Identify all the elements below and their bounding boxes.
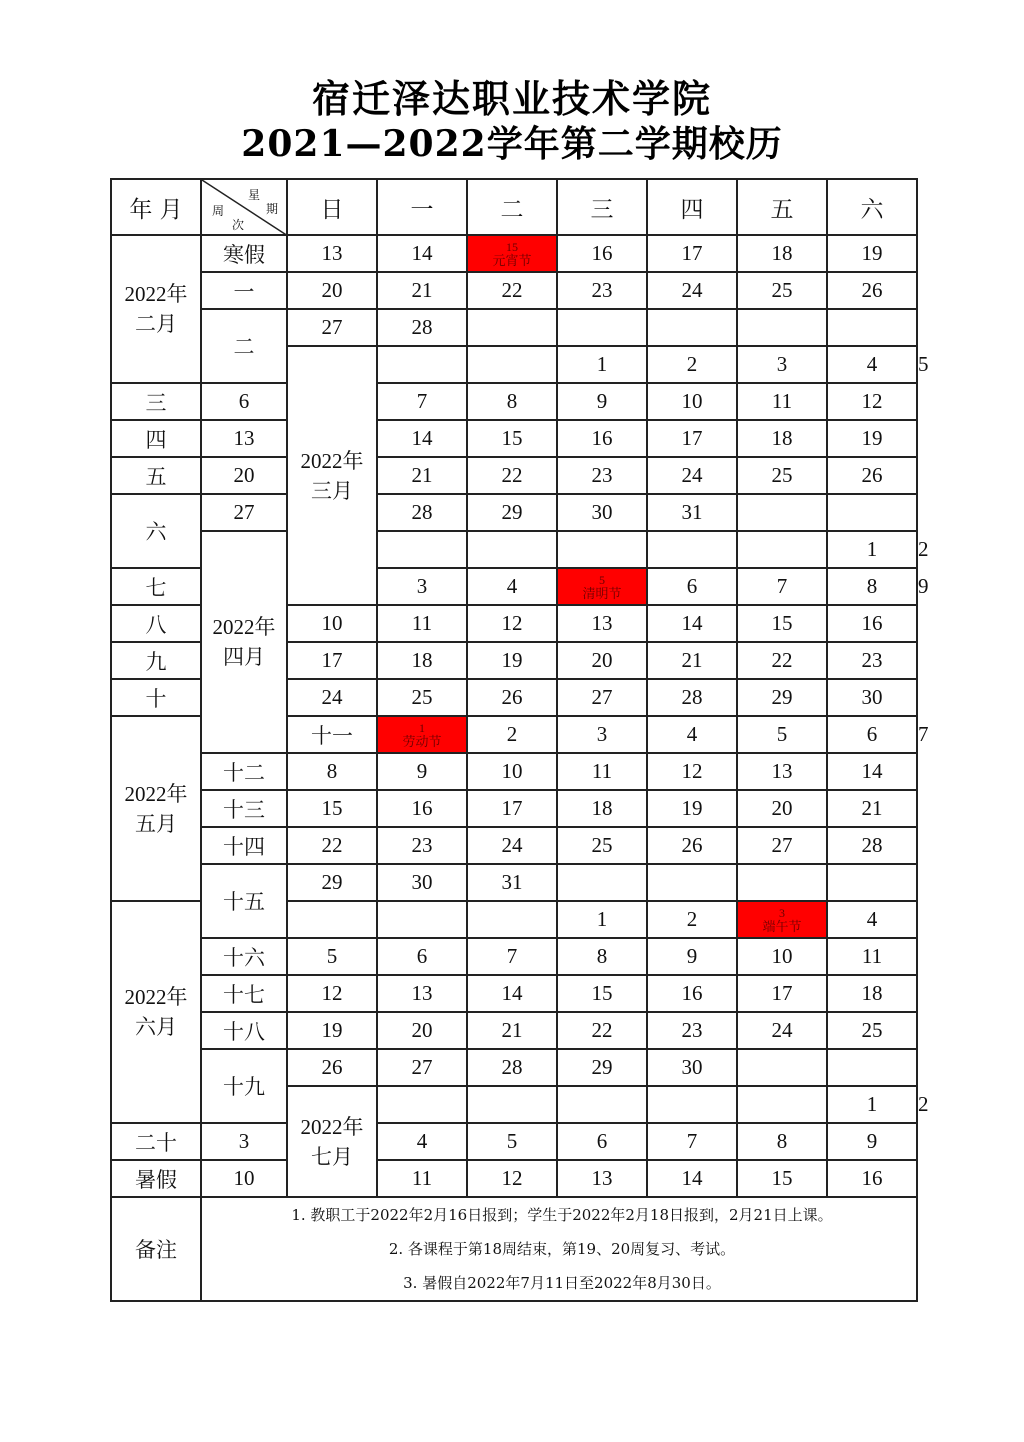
notes-content	[201, 1197, 917, 1301]
date-cell: 6	[201, 383, 287, 420]
week-row	[111, 272, 917, 309]
holiday-name: 清明节	[582, 585, 622, 601]
date-cell	[557, 1086, 647, 1123]
month-label-part: 四月	[223, 645, 265, 669]
date-cell: 8	[827, 568, 917, 605]
date-cell: 20	[287, 272, 377, 309]
date-cell: 22	[737, 642, 827, 679]
week-label-w4: 四	[111, 420, 201, 457]
notes-label: 备注	[111, 1197, 201, 1301]
holiday-cell-qingming	[557, 568, 647, 605]
week-label-w18: 十八	[201, 1012, 287, 1049]
week-row: 2022年 五月 十一 1 劳动节 2 3 4 5 6 7	[111, 716, 917, 753]
date-cell: 11	[737, 383, 827, 420]
date-cell	[557, 531, 647, 568]
notes-row	[111, 1197, 917, 1301]
date-cell: 29	[287, 864, 377, 901]
date-cell: 23	[827, 642, 917, 679]
date-cell: 6	[377, 938, 467, 975]
date-cell: 10	[647, 383, 737, 420]
date-cell: 14	[647, 1160, 737, 1197]
date-cell: 24	[287, 679, 377, 716]
week-label-shujia: 暑假	[111, 1160, 201, 1197]
date-cell: 14	[377, 420, 467, 457]
date-cell: 30	[377, 864, 467, 901]
day-header-mon: 一	[377, 179, 467, 235]
week-label-w14: 十四	[201, 827, 287, 864]
week-row	[111, 457, 917, 494]
week-row	[111, 494, 917, 531]
date-cell: 16	[827, 605, 917, 642]
day-header-tue: 二	[467, 179, 557, 235]
corner-star-label: 星	[247, 188, 260, 202]
week-label-hanjia: 寒假	[201, 235, 287, 272]
date-cell: 4	[377, 1123, 467, 1160]
date-cell: 22	[287, 827, 377, 864]
week-label-w20: 二十	[111, 1123, 201, 1160]
date-cell	[377, 531, 467, 568]
holiday-date: 5	[599, 572, 605, 587]
week-row	[111, 383, 917, 420]
date-cell: 5	[287, 938, 377, 975]
day-header-fri: 五	[737, 179, 827, 235]
date-cell: 15	[557, 975, 647, 1012]
date-cell: 13	[557, 1160, 647, 1197]
date-cell: 14	[647, 605, 737, 642]
month-label-part: 2022年	[300, 1114, 364, 1139]
date-cell: 30	[557, 494, 647, 531]
date-cell: 29	[737, 679, 827, 716]
corner-period-label: 期	[265, 202, 278, 216]
date-cell: 20	[557, 642, 647, 679]
week-row	[111, 1123, 917, 1160]
date-cell	[377, 346, 467, 383]
week-row	[111, 827, 917, 864]
week-row	[111, 864, 917, 901]
date-cell: 1	[557, 346, 647, 383]
holiday-cell-laodong	[377, 716, 467, 753]
date-cell: 28	[827, 827, 917, 864]
week-row	[111, 790, 917, 827]
date-cell: 12	[467, 605, 557, 642]
note-item: 1. 教职工于2022年2月16日报到；学生于2022年2月18日报到，2月21日上课。	[291, 1206, 833, 1224]
date-cell: 9	[827, 1123, 917, 1160]
date-cell: 26	[287, 1049, 377, 1086]
date-cell: 1	[827, 531, 917, 568]
date-cell: 21	[377, 457, 467, 494]
date-cell: 10	[201, 1160, 287, 1197]
date-cell: 22	[467, 457, 557, 494]
date-cell: 24	[467, 827, 557, 864]
date-cell: 15	[467, 420, 557, 457]
date-cell: 25	[737, 457, 827, 494]
date-cell: 13	[287, 235, 377, 272]
date-cell: 2	[647, 346, 737, 383]
date-cell: 11	[377, 605, 467, 642]
week-label-w17: 十七	[201, 975, 287, 1012]
holiday-name: 劳动节	[402, 733, 442, 749]
date-cell	[827, 309, 917, 346]
date-cell: 18	[827, 975, 917, 1012]
date-cell: 8	[467, 383, 557, 420]
date-cell: 12	[827, 383, 917, 420]
week-row	[111, 1160, 917, 1197]
week-label-w16: 十六	[201, 938, 287, 975]
date-cell	[647, 309, 737, 346]
week-label-w12: 十二	[201, 753, 287, 790]
date-cell: 7	[737, 568, 827, 605]
date-cell: 9	[557, 383, 647, 420]
holiday-name: 元宵节	[492, 252, 532, 268]
school-calendar-table	[110, 178, 929, 1302]
holiday-name: 端午节	[762, 918, 802, 934]
date-cell: 16	[647, 975, 737, 1012]
date-cell: 6	[827, 716, 917, 753]
date-cell: 10	[737, 938, 827, 975]
date-cell: 9	[377, 753, 467, 790]
date-cell	[827, 1049, 917, 1086]
date-cell: 10	[467, 753, 557, 790]
date-cell: 14	[377, 235, 467, 272]
week-row: 2022年 四月 1 2	[111, 531, 917, 568]
holiday-cell-yuanxiao	[467, 235, 557, 272]
date-cell: 21	[377, 272, 467, 309]
month-label-part: 五月	[135, 811, 177, 836]
date-cell: 26	[467, 679, 557, 716]
date-cell: 24	[737, 1012, 827, 1049]
month-label-part: 二月	[135, 312, 177, 336]
date-cell: 3	[737, 346, 827, 383]
date-cell: 29	[467, 494, 557, 531]
week-label-w7: 七	[111, 568, 201, 605]
date-cell: 1	[827, 1086, 917, 1123]
date-cell: 28	[377, 309, 467, 346]
month-cell-apr	[201, 531, 287, 753]
date-cell: 19	[827, 420, 917, 457]
date-cell: 11	[827, 938, 917, 975]
date-cell: 19	[467, 642, 557, 679]
date-cell: 7	[647, 1123, 737, 1160]
date-cell: 6	[647, 568, 737, 605]
month-label-part: 2022年	[124, 985, 188, 1009]
date-cell	[647, 864, 737, 901]
week-label-w11: 十一	[287, 716, 377, 753]
week-row	[111, 975, 917, 1012]
date-cell: 17	[737, 975, 827, 1012]
month-label-part: 2022年	[124, 781, 188, 806]
date-cell	[737, 309, 827, 346]
date-cell: 18	[737, 235, 827, 272]
date-cell: 8	[737, 1123, 827, 1160]
date-cell: 23	[557, 272, 647, 309]
date-cell: 9	[647, 938, 737, 975]
date-cell: 19	[827, 235, 917, 272]
date-cell: 7	[467, 938, 557, 975]
date-cell: 27	[557, 679, 647, 716]
month-label-part: 三月	[311, 478, 353, 503]
month-cell-mar	[287, 346, 377, 605]
week-label-w1: 一	[201, 272, 287, 309]
date-cell	[737, 494, 827, 531]
week-row	[111, 309, 917, 346]
date-cell: 22	[467, 272, 557, 309]
date-cell: 6	[557, 1123, 647, 1160]
date-cell: 24	[647, 457, 737, 494]
month-label-part: 2022年	[212, 615, 276, 639]
date-cell: 17	[467, 790, 557, 827]
week-row	[111, 420, 917, 457]
school-name-title: 宿迁泽达职业技术学院	[311, 76, 712, 121]
date-cell: 30	[647, 1049, 737, 1086]
date-cell: 18	[557, 790, 647, 827]
date-cell: 3	[377, 568, 467, 605]
day-header-wed: 三	[557, 179, 647, 235]
week-label-w5: 五	[111, 457, 201, 494]
holiday-date: 3	[779, 905, 785, 920]
holiday-date: 15	[506, 239, 518, 254]
date-cell: 11	[557, 753, 647, 790]
date-cell: 14	[827, 753, 917, 790]
date-cell	[467, 346, 557, 383]
week-row: 2022年 三月 1 2 3 4 5	[111, 346, 917, 383]
semester-calendar-title: 2021—2022学年第二学期校历	[241, 123, 783, 165]
date-cell: 12	[647, 753, 737, 790]
day-header-thu: 四	[647, 179, 737, 235]
date-cell: 30	[827, 679, 917, 716]
date-cell	[557, 864, 647, 901]
date-cell: 27	[737, 827, 827, 864]
month-label-part: 六月	[135, 1015, 177, 1039]
month-label-part: 2022年	[300, 448, 364, 473]
date-cell	[737, 1086, 827, 1123]
date-cell: 26	[827, 272, 917, 309]
week-row	[111, 235, 917, 272]
month-cell-feb	[111, 235, 201, 383]
date-cell: 29	[557, 1049, 647, 1086]
note-item: 2. 各课程于第18周结束，第19、20周复习、考试。	[388, 1240, 736, 1258]
date-cell: 12	[467, 1160, 557, 1197]
date-cell: 16	[377, 790, 467, 827]
week-label-w15: 十五	[201, 864, 287, 938]
date-cell: 21	[827, 790, 917, 827]
date-cell: 27	[201, 494, 287, 531]
day-header-sat: 六	[827, 179, 917, 235]
date-cell	[647, 531, 737, 568]
date-cell: 11	[377, 1160, 467, 1197]
date-cell: 17	[647, 235, 737, 272]
date-cell	[377, 901, 467, 938]
date-cell: 14	[467, 975, 557, 1012]
date-cell: 4	[467, 568, 557, 605]
date-cell: 16	[557, 420, 647, 457]
month-cell-jun	[111, 901, 201, 1123]
date-cell: 15	[737, 1160, 827, 1197]
date-cell: 31	[467, 864, 557, 901]
date-cell: 13	[201, 420, 287, 457]
date-cell: 26	[827, 457, 917, 494]
date-cell: 23	[647, 1012, 737, 1049]
date-cell: 28	[467, 1049, 557, 1086]
date-cell: 3	[557, 716, 647, 753]
date-cell: 21	[647, 642, 737, 679]
date-cell: 15	[287, 790, 377, 827]
date-cell: 17	[287, 642, 377, 679]
date-cell: 20	[201, 457, 287, 494]
date-cell	[827, 864, 917, 901]
day-header-sun: 日	[287, 179, 377, 235]
week-label-w10: 十	[111, 679, 201, 716]
date-cell: 8	[557, 938, 647, 975]
date-cell: 12	[287, 975, 377, 1012]
date-cell: 2	[467, 716, 557, 753]
month-label-part: 2022年	[124, 282, 188, 306]
month-label-part: 七月	[311, 1144, 353, 1169]
date-cell: 13	[557, 605, 647, 642]
date-cell: 3	[201, 1123, 287, 1160]
corner-week-label: 周	[212, 204, 225, 218]
date-cell: 8	[287, 753, 377, 790]
date-cell: 5	[467, 1123, 557, 1160]
date-cell: 31	[647, 494, 737, 531]
week-label-w6: 六	[111, 494, 201, 568]
week-row	[111, 753, 917, 790]
date-cell: 25	[377, 679, 467, 716]
date-cell: 18	[737, 420, 827, 457]
date-cell: 26	[647, 827, 737, 864]
date-cell: 4	[827, 346, 917, 383]
date-cell	[647, 1086, 737, 1123]
week-label-w3: 三	[111, 383, 201, 420]
date-cell: 16	[557, 235, 647, 272]
date-cell: 20	[737, 790, 827, 827]
date-cell: 13	[737, 753, 827, 790]
date-cell: 20	[377, 1012, 467, 1049]
date-cell: 18	[377, 642, 467, 679]
date-cell	[737, 1049, 827, 1086]
date-cell	[827, 494, 917, 531]
date-cell: 21	[467, 1012, 557, 1049]
week-row: 七 3 4 5 清明节 6 7 8 9	[111, 568, 917, 605]
date-cell: 4	[647, 716, 737, 753]
date-cell: 15	[737, 605, 827, 642]
week-row	[111, 1012, 917, 1049]
date-cell	[467, 531, 557, 568]
date-cell: 22	[557, 1012, 647, 1049]
date-cell	[737, 531, 827, 568]
week-day-corner-header	[201, 179, 287, 235]
date-cell: 1	[557, 901, 647, 938]
corner-ci-label: 次	[232, 218, 245, 232]
date-cell: 25	[557, 827, 647, 864]
week-row: 2022年 七月 1 2	[111, 1086, 917, 1123]
date-cell: 24	[647, 272, 737, 309]
date-cell	[737, 864, 827, 901]
date-cell: 27	[287, 309, 377, 346]
date-cell: 27	[377, 1049, 467, 1086]
week-label-w13: 十三	[201, 790, 287, 827]
date-cell	[467, 1086, 557, 1123]
date-cell: 28	[377, 494, 467, 531]
date-cell: 16	[827, 1160, 917, 1197]
holiday-date: 1	[419, 720, 425, 735]
date-cell	[287, 901, 377, 938]
date-cell: 5	[737, 716, 827, 753]
date-cell	[377, 1086, 467, 1123]
week-row	[111, 1049, 917, 1086]
date-cell: 7	[377, 383, 467, 420]
date-cell: 13	[377, 975, 467, 1012]
date-cell: 25	[737, 272, 827, 309]
header-row	[111, 179, 917, 235]
month-cell-may	[111, 716, 201, 901]
week-label-w2: 二	[201, 309, 287, 383]
year-month-header: 年 月	[111, 179, 201, 235]
date-cell: 25	[827, 1012, 917, 1049]
month-cell-jul	[287, 1086, 377, 1197]
week-label-w19: 十九	[201, 1049, 287, 1123]
date-cell: 19	[647, 790, 737, 827]
note-item: 3. 暑假自2022年7月11日至2022年8月30日。	[403, 1274, 721, 1292]
holiday-cell-duanwu	[737, 901, 827, 938]
date-cell: 28	[647, 679, 737, 716]
date-cell: 23	[557, 457, 647, 494]
date-cell: 10	[287, 605, 377, 642]
date-cell	[467, 309, 557, 346]
date-cell: 2	[647, 901, 737, 938]
date-cell: 23	[377, 827, 467, 864]
date-cell: 17	[647, 420, 737, 457]
week-label-w9: 九	[111, 642, 201, 679]
week-row	[111, 938, 917, 975]
week-label-w8: 八	[111, 605, 201, 642]
date-cell: 4	[827, 901, 917, 938]
date-cell: 19	[287, 1012, 377, 1049]
date-cell	[467, 901, 557, 938]
date-cell	[557, 309, 647, 346]
